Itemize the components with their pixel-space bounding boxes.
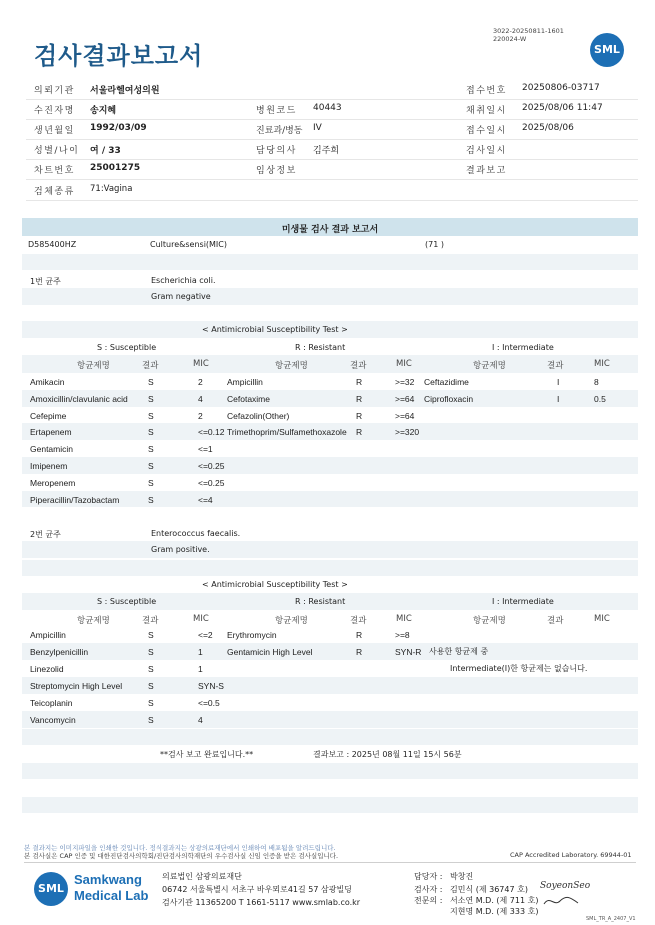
drug-name: Vancomycin bbox=[30, 715, 76, 725]
blank-band bbox=[22, 560, 638, 576]
patient-label: 수진자명 bbox=[34, 106, 75, 116]
signature-1: SoyeonSeo bbox=[540, 881, 591, 891]
dept-value: IV bbox=[313, 123, 322, 133]
drug-name: Meropenem bbox=[30, 477, 76, 488]
col-result: 결과 bbox=[547, 361, 564, 371]
mic-value: <=1 bbox=[198, 444, 213, 455]
specialist-2: 지현명 M.D. (제 333 호) bbox=[450, 907, 539, 916]
received-value: 2025/08/06 bbox=[522, 123, 574, 133]
tester-value: 김민식 (제 36747 호) bbox=[450, 885, 528, 894]
result-value: S bbox=[148, 377, 154, 387]
result-value: S bbox=[148, 427, 154, 438]
doc-id-line-1: 3022-20250811-1601 bbox=[493, 27, 564, 35]
result-value: I bbox=[557, 377, 560, 387]
drug-name: Benzylpenicillin bbox=[30, 647, 89, 657]
header-row-4 bbox=[26, 140, 638, 160]
form-code: SML_TR_A_2407_V1 bbox=[586, 916, 636, 922]
test-code: D585400HZ bbox=[28, 240, 77, 249]
reported-label: 결과보고 bbox=[466, 166, 507, 176]
result-value: S bbox=[148, 494, 154, 505]
result-value: S bbox=[148, 647, 154, 657]
drug-name: Trimethoprim/Sulfamethoxazole bbox=[227, 427, 347, 438]
col-drug: 항균제명 bbox=[275, 361, 308, 371]
brand-line-1: Samkwang bbox=[74, 872, 142, 887]
drug-name: Ampicillin bbox=[30, 630, 66, 640]
doctor-value: 김주희 bbox=[313, 146, 340, 156]
col-header-band-2 bbox=[22, 610, 638, 627]
header-row-3 bbox=[26, 120, 638, 140]
result-value: S bbox=[148, 410, 154, 421]
s-title: S : Susceptible bbox=[97, 597, 157, 606]
organism1-name: Escherichia coli. bbox=[151, 276, 216, 285]
drug-name: Amoxicillin/clavulanic acid bbox=[30, 393, 128, 404]
mic-value: <=4 bbox=[198, 494, 213, 505]
blank-band bbox=[22, 797, 638, 813]
col-header-band-1 bbox=[22, 355, 638, 373]
footer-divider bbox=[24, 862, 636, 863]
col-result: 결과 bbox=[547, 616, 564, 626]
row-band bbox=[22, 643, 638, 660]
col-drug: 항균제명 bbox=[473, 616, 506, 626]
col-result: 결과 bbox=[350, 616, 367, 626]
drug-name: Gentamicin High Level bbox=[227, 647, 313, 657]
staff-value: 박창진 bbox=[450, 872, 474, 881]
chart-label: 차트번호 bbox=[34, 166, 75, 176]
col-result: 결과 bbox=[142, 361, 159, 371]
tester-label: 검사자 : bbox=[414, 885, 443, 894]
mic-value: <=0.5 bbox=[198, 698, 220, 708]
hospital-code-label: 병원코드 bbox=[256, 106, 297, 116]
staff-label: 담당자 : bbox=[414, 872, 443, 881]
hospital-code-value: 40443 bbox=[313, 103, 342, 113]
specialist-1: 서소연 M.D. (제 711 호) bbox=[450, 896, 539, 905]
drug-name: Linezolid bbox=[30, 664, 64, 674]
header-row-1 bbox=[26, 80, 638, 100]
result-value: S bbox=[148, 630, 154, 640]
brand-name bbox=[74, 872, 148, 904]
col-result: 결과 bbox=[142, 616, 159, 626]
signature-2-icon bbox=[540, 893, 582, 909]
result-value: S bbox=[148, 664, 154, 674]
r-title: R : Resistant bbox=[295, 597, 346, 606]
result-value: R bbox=[356, 647, 363, 657]
received-label: 접수일시 bbox=[466, 126, 507, 136]
drug-name: Streptomycin High Level bbox=[30, 681, 123, 691]
mic-value: 4 bbox=[198, 393, 203, 404]
col-mic: MIC bbox=[193, 614, 209, 624]
no-intermediate-note-1: 사용한 항균제 중 bbox=[429, 647, 489, 656]
spacer bbox=[22, 305, 638, 321]
mic-value: 8 bbox=[594, 377, 599, 387]
drug-name: Cefazolin(Other) bbox=[227, 410, 290, 421]
dob-label: 생년월일 bbox=[34, 126, 75, 136]
header-row-6 bbox=[26, 181, 638, 201]
col-result: 결과 bbox=[350, 361, 367, 371]
ast-title: < Antimicrobial Susceptibility Test > bbox=[202, 325, 348, 334]
drug-name: Ertapenem bbox=[30, 427, 72, 438]
mic-value: >=8 bbox=[395, 630, 410, 640]
result-value: S bbox=[148, 681, 154, 691]
drug-name: Ciprofloxacin bbox=[424, 393, 474, 404]
result-value: S bbox=[148, 461, 154, 471]
mic-value: SYN-S bbox=[198, 681, 224, 691]
org-contact: 검사기관 11365200 T 1661-5117 www.smlab.co.kr bbox=[162, 898, 361, 907]
mic-value: <=0.25 bbox=[198, 461, 225, 471]
result-value: S bbox=[148, 477, 154, 488]
row-band bbox=[22, 711, 638, 728]
drug-name: Cefepime bbox=[30, 410, 67, 421]
organism2-label: 2번 균주 bbox=[30, 530, 61, 539]
mic-value: 1 bbox=[198, 647, 203, 657]
specimen-value: 71:Vagina bbox=[90, 184, 133, 194]
chart-value: 25001275 bbox=[90, 163, 141, 173]
result-value: I bbox=[557, 393, 560, 404]
result-value: S bbox=[148, 393, 154, 404]
drug-name: Piperacillin/Tazobactam bbox=[30, 494, 120, 505]
blank-band bbox=[22, 254, 638, 270]
col-mic: MIC bbox=[193, 359, 209, 369]
cap-accreditation: CAP Accredited Laboratory. 69944-01 bbox=[510, 851, 632, 859]
drug-name: Cefotaxime bbox=[227, 393, 270, 404]
drug-name: Amikacin bbox=[30, 377, 65, 387]
col-drug: 항균제명 bbox=[275, 616, 308, 626]
doc-id-line-2: 220024-W bbox=[493, 35, 527, 43]
mic-value: 4 bbox=[198, 715, 203, 725]
organism1-label: 1번 균주 bbox=[30, 277, 61, 286]
receipt-no-label: 접수번호 bbox=[466, 86, 507, 96]
col-mic: MIC bbox=[396, 359, 412, 369]
mic-value: >=32 bbox=[395, 377, 415, 387]
mic-value: <=0.12 bbox=[198, 427, 225, 438]
patient-value: 송지혜 bbox=[90, 106, 117, 116]
organism2-gram: Gram positive. bbox=[151, 545, 210, 554]
organism1-gram: Gram negative bbox=[151, 292, 211, 301]
ast-title-band-2 bbox=[22, 593, 638, 610]
organism2-name: Enterococcus faecalis. bbox=[151, 529, 241, 538]
drug-name: Ampicillin bbox=[227, 377, 263, 387]
test-num: (71 ) bbox=[425, 240, 444, 249]
organism2-gram-band bbox=[22, 541, 638, 558]
col-mic: MIC bbox=[594, 359, 610, 369]
drug-name: Teicoplanin bbox=[30, 698, 73, 708]
blank-band bbox=[22, 729, 638, 745]
completion-text: **검사 보고 완료입니다.** bbox=[160, 750, 254, 759]
mic-value: >=320 bbox=[395, 427, 420, 438]
mic-value: >=64 bbox=[395, 393, 415, 404]
drug-name: Gentamicin bbox=[30, 444, 73, 455]
col-drug: 항균제명 bbox=[473, 361, 506, 371]
sml-logo-icon: SML bbox=[34, 872, 68, 906]
doctor-label: 담당의사 bbox=[256, 146, 297, 156]
mic-value: 2 bbox=[198, 377, 203, 387]
result-value: S bbox=[148, 698, 154, 708]
result-value: R bbox=[356, 630, 363, 640]
result-value: R bbox=[356, 377, 363, 387]
mic-value: 2 bbox=[198, 410, 203, 421]
ast-title: < Antimicrobial Susceptibility Test > bbox=[202, 580, 348, 589]
footer-notice-1: 본 결과지는 이미지파일을 인쇄한 것입니다. 정식결과지는 상광의료재단에서 인쇄하여 배포됨을 알려드립니다. bbox=[24, 844, 336, 852]
mic-value: 0.5 bbox=[594, 393, 606, 404]
section-title: 미생물 검사 결과 보고서 bbox=[281, 225, 379, 235]
r-title: R : Resistant bbox=[295, 343, 346, 352]
mic-value: 1 bbox=[198, 664, 203, 674]
no-intermediate-note-2: Intermediate(I)한 항균제는 없습니다. bbox=[450, 664, 588, 673]
col-drug: 항균제명 bbox=[77, 361, 110, 371]
org-address: 06742 서울특별시 서초구 바우뫼로41길 57 삼광빌딩 bbox=[162, 885, 352, 894]
sex-age-label: 성별/나이 bbox=[34, 146, 80, 156]
i-title: I : Intermediate bbox=[492, 597, 554, 606]
col-mic: MIC bbox=[396, 614, 412, 624]
blank-band bbox=[22, 763, 638, 779]
report-time: 결과보고 : 2025년 08월 11일 15시 56분 bbox=[313, 750, 462, 759]
s-title: S : Susceptible bbox=[97, 343, 157, 352]
drug-name: Imipenem bbox=[30, 461, 68, 471]
test-row bbox=[22, 236, 638, 254]
sex-age-value: 여 / 33 bbox=[90, 146, 121, 156]
result-value: S bbox=[148, 715, 154, 725]
result-value: R bbox=[356, 427, 363, 438]
ast-title-band-1 bbox=[22, 321, 638, 338]
mic-value: SYN-R bbox=[395, 647, 422, 657]
institution-value: 서울라헬여성의원 bbox=[90, 86, 160, 96]
dob-value: 1992/03/09 bbox=[90, 123, 147, 133]
mic-value: <=2 bbox=[198, 630, 213, 640]
header-row-5 bbox=[26, 160, 638, 180]
footer-notice-2: 본 검사실은 CAP 인증 및 대한진단검사의학회/진단검사의학재단의 우수검사실 신임 인증을 받은 검사실입니다. bbox=[24, 852, 339, 860]
brand-line-2: Medical Lab bbox=[74, 888, 149, 903]
doc-id bbox=[493, 27, 564, 43]
row-band bbox=[22, 457, 638, 474]
dept-label: 진료과/병동 bbox=[256, 126, 303, 136]
section-header bbox=[22, 218, 638, 236]
organism1-gram-band bbox=[22, 288, 638, 305]
drug-name: Ceftazidime bbox=[424, 377, 469, 387]
clinical-label: 임상정보 bbox=[256, 166, 297, 176]
org-name: 의료법인 삼광의료재단 bbox=[162, 872, 242, 881]
collected-label: 채취일시 bbox=[466, 106, 507, 116]
report-title: 검사결과보고서 bbox=[34, 42, 204, 70]
sml-logo-icon: SML bbox=[590, 33, 624, 67]
institution-label: 의뢰기관 bbox=[34, 86, 75, 96]
mic-value: >=64 bbox=[395, 410, 415, 421]
drug-name: Erythromycin bbox=[227, 630, 277, 640]
mic-value: <=0.25 bbox=[198, 477, 225, 488]
result-value: R bbox=[356, 393, 363, 404]
specialist-label: 전문의 : bbox=[414, 896, 443, 905]
result-value: S bbox=[148, 444, 154, 455]
result-value: R bbox=[356, 410, 363, 421]
i-title: I : Intermediate bbox=[492, 343, 554, 352]
tested-label: 검사일시 bbox=[466, 146, 507, 156]
receipt-no-value: 20250806-03717 bbox=[522, 83, 600, 93]
col-mic: MIC bbox=[594, 614, 610, 624]
col-drug: 항균제명 bbox=[77, 616, 110, 626]
specimen-label: 검체종류 bbox=[34, 187, 75, 197]
collected-value: 2025/08/06 11:47 bbox=[522, 103, 603, 113]
test-name: Culture&sensi(MIC) bbox=[150, 240, 227, 249]
spacer bbox=[22, 507, 638, 523]
header-row-2 bbox=[26, 100, 638, 120]
